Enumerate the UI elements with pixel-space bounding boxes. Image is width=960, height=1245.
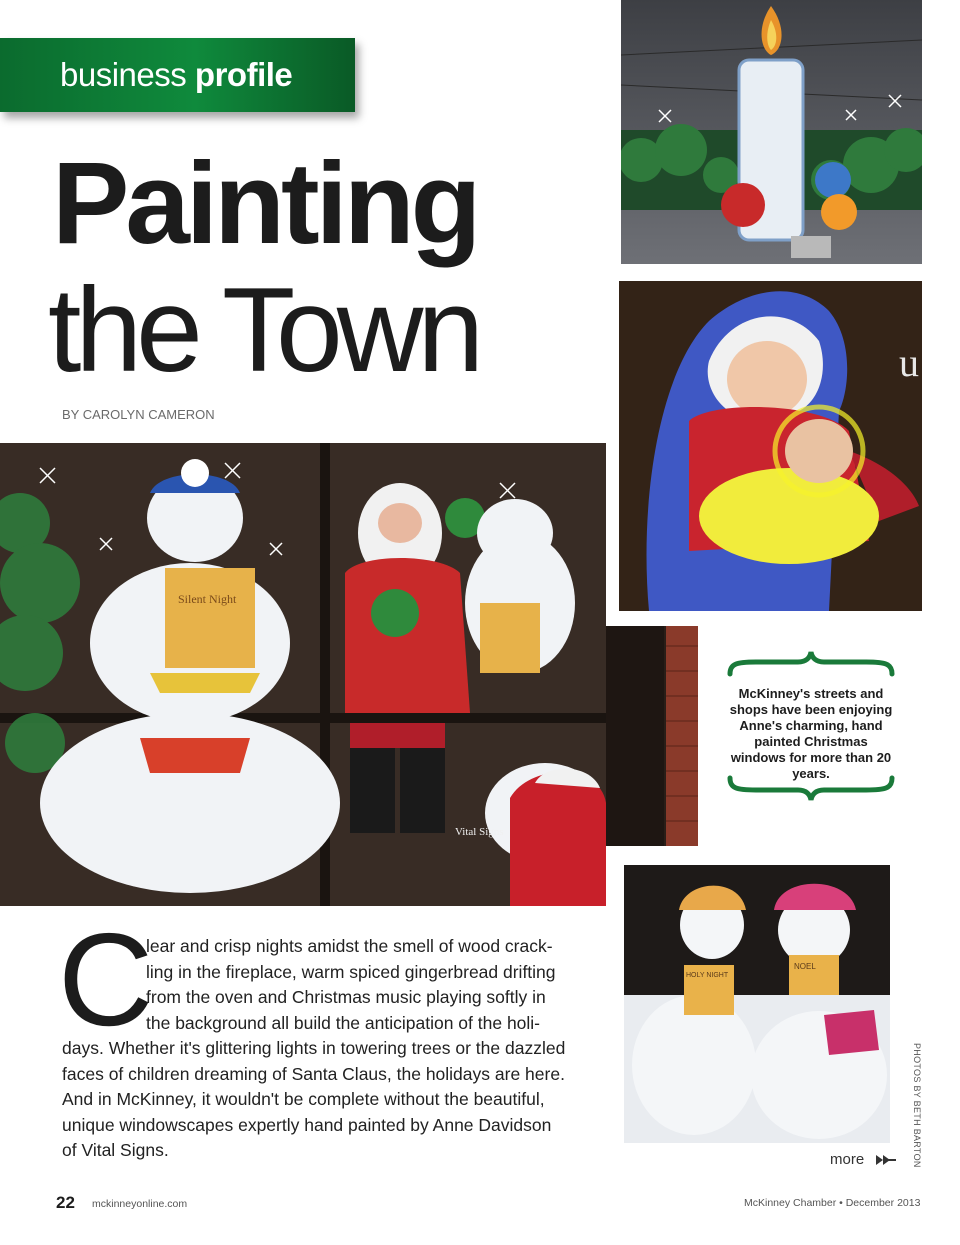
body-line: And in McKinney, it wouldn't be complete without the beautiful,: [62, 1089, 545, 1109]
song-sheet-text: Silent Night: [178, 592, 237, 606]
body-line: from the oven and Christmas music playing softly in: [146, 987, 546, 1007]
footer-publication: McKinney Chamber • December 2013: [744, 1197, 921, 1209]
headline-line-2: the Town: [48, 263, 479, 397]
article-body: [62, 934, 602, 1164]
page-number: 22: [56, 1193, 75, 1212]
signature-text: Vital Signs: [455, 826, 504, 838]
section-label: [60, 56, 292, 94]
double-arrow-right-icon: [876, 1154, 896, 1166]
pull-quote: McKinney's streets and shops have been enjoying Anne's charming, hand painted Christmas windows for more than 20 years.: [729, 686, 893, 781]
body-line: lear and crisp nights amidst the smell of wood crack-: [146, 936, 553, 956]
footer-url: mckinneyonline.com: [92, 1198, 188, 1210]
svg-text:u: u: [899, 340, 919, 385]
pair-right-sheet-text: NOEL: [794, 962, 816, 971]
headline-line-1: Painting: [52, 138, 478, 268]
body-line: of Vital Signs.: [62, 1140, 169, 1160]
brick-wall-photo: [606, 626, 698, 846]
candle-window-photo: [621, 0, 922, 264]
pair-left-sheet-text: HOLY NIGHT: [686, 972, 729, 979]
snowman-pair-photo: [624, 865, 890, 1143]
body-line: days. Whether it's glittering lights in towering trees or the dazzled: [62, 1038, 566, 1058]
drop-cap: C: [58, 906, 150, 1053]
body-line: unique windowscapes expertly hand painted by Anne Davidson: [62, 1114, 552, 1135]
section-label-light: business: [60, 56, 187, 93]
body-line: ling in the fireplace, warm spiced gingerbread drifting: [146, 961, 556, 982]
photo-credit: PHOTOS BY BETH BARTON: [912, 1043, 922, 1168]
section-label-bold: profile: [194, 56, 293, 93]
byline: BY CAROLYN CAMERON: [62, 407, 215, 422]
body-line: the background all build the anticipation of the holi-: [146, 1012, 541, 1033]
body-line: faces of children dreaming of Santa Claus, the holidays are here.: [62, 1063, 565, 1084]
nativity-window-photo: [619, 281, 922, 611]
snowman-window-photo: [0, 443, 606, 906]
more-link[interactable]: more: [830, 1151, 865, 1168]
